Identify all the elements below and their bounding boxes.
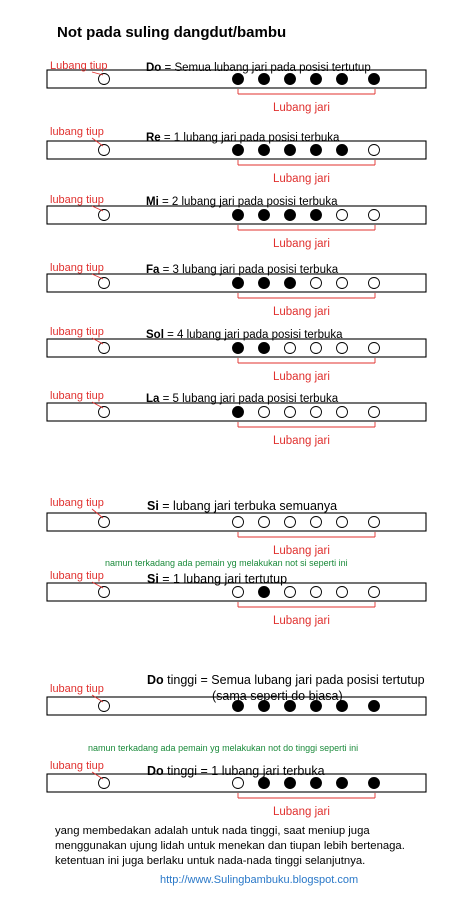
finger-hole-closed bbox=[337, 74, 348, 85]
finger-hole-closed bbox=[369, 74, 380, 85]
note-description: = 4 lubang jari pada posisi terbuka bbox=[163, 329, 343, 341]
finger-hole-closed bbox=[259, 587, 270, 598]
finger-hole-open bbox=[285, 517, 296, 528]
finger-hole-open bbox=[369, 278, 380, 289]
finger-hole-closed bbox=[311, 145, 322, 156]
finger-holes-label: Lubang jari bbox=[273, 615, 330, 627]
finger-hole-open bbox=[285, 407, 296, 418]
finger-hole-open bbox=[311, 517, 322, 528]
finger-hole-open bbox=[259, 517, 270, 528]
finger-hole-open bbox=[369, 145, 380, 156]
finger-hole-closed bbox=[285, 278, 296, 289]
finger-hole-open bbox=[285, 343, 296, 354]
finger-holes-label: Lubang jari bbox=[273, 238, 330, 250]
note-description: tinggi = 1 lubang jari terbuka bbox=[163, 764, 325, 778]
note-name: Do bbox=[147, 673, 164, 687]
finger-hole-open bbox=[369, 587, 380, 598]
finger-hole-closed bbox=[285, 778, 296, 789]
finger-hole-closed bbox=[233, 407, 244, 418]
finger-holes-label: Lubang jari bbox=[273, 102, 330, 114]
finger-hole-closed bbox=[233, 210, 244, 221]
finger-hole-open bbox=[337, 278, 348, 289]
blow-hole bbox=[99, 778, 110, 789]
finger-holes-label: Lubang jari bbox=[273, 173, 330, 185]
finger-hole-open bbox=[337, 587, 348, 598]
note-description: = 3 lubang jari pada posisi terbuka bbox=[159, 264, 339, 276]
finger-holes-label: Lubang jari bbox=[273, 371, 330, 383]
blow-hole-label: lubang tiup bbox=[50, 326, 104, 338]
finger-holes-label: Lubang jari bbox=[273, 306, 330, 318]
finger-hole-open bbox=[369, 210, 380, 221]
blow-hole bbox=[99, 407, 110, 418]
finger-hole-closed bbox=[259, 278, 270, 289]
finger-hole-open bbox=[369, 343, 380, 354]
finger-hole-closed bbox=[285, 74, 296, 85]
blow-hole bbox=[99, 587, 110, 598]
blow-hole bbox=[99, 74, 110, 85]
note-label bbox=[146, 196, 337, 208]
finger-hole-open bbox=[233, 517, 244, 528]
finger-hole-closed bbox=[369, 701, 380, 712]
blow-hole bbox=[99, 343, 110, 354]
note-label bbox=[146, 62, 371, 74]
finger-hole-closed bbox=[285, 210, 296, 221]
blow-hole-label: lubang tiup bbox=[50, 390, 104, 402]
note-label bbox=[147, 572, 287, 586]
finger-holes-label: Lubang jari bbox=[273, 435, 330, 447]
note-name: Do bbox=[147, 764, 164, 778]
finger-holes-label: Lubang jari bbox=[273, 806, 330, 818]
do-tinggi-subtitle: (sama seperti do biasa) bbox=[212, 689, 343, 703]
note-description: = Semua lubang jari pada posisi tertutup bbox=[161, 62, 371, 74]
note-name: Do bbox=[146, 62, 162, 74]
finger-hole-open bbox=[311, 278, 322, 289]
blow-hole bbox=[99, 210, 110, 221]
finger-hole-closed bbox=[233, 145, 244, 156]
finger-hole-closed bbox=[233, 74, 244, 85]
note-description: = lubang jari terbuka semuanya bbox=[158, 499, 338, 513]
note-name: Re bbox=[146, 132, 161, 144]
footer-line: ketentuan ini juga berlaku untuk nada-nada tinggi selanjutnya. bbox=[55, 855, 366, 867]
note-label bbox=[147, 764, 325, 778]
note-name: Fa bbox=[146, 264, 160, 276]
finger-hole-open bbox=[337, 343, 348, 354]
blow-hole bbox=[99, 278, 110, 289]
finger-hole-open bbox=[311, 587, 322, 598]
finger-hole-closed bbox=[259, 210, 270, 221]
blog-url[interactable]: http://www.Sulingbambuku.blogspot.com bbox=[160, 874, 359, 886]
note-label bbox=[147, 499, 337, 513]
finger-hole-closed bbox=[233, 278, 244, 289]
blow-hole bbox=[99, 145, 110, 156]
finger-hole-open bbox=[259, 407, 270, 418]
note-label bbox=[146, 132, 339, 144]
footer-line: yang membedakan adalah untuk nada tinggi, saat meniup juga bbox=[55, 825, 370, 837]
finger-hole-closed bbox=[259, 778, 270, 789]
note-name: La bbox=[146, 393, 160, 405]
note-name: Si bbox=[147, 572, 159, 586]
blow-hole bbox=[99, 517, 110, 528]
footer-text bbox=[55, 824, 405, 869]
do-variation-note: namun terkadang ada pemain yg melakukan not do tinggi seperti ini bbox=[88, 743, 359, 753]
finger-hole-closed bbox=[337, 145, 348, 156]
note-name: Si bbox=[147, 499, 159, 513]
finger-hole-closed bbox=[311, 74, 322, 85]
note-description: tinggi = Semua lubang jari pada posisi tertutup bbox=[163, 673, 425, 687]
finger-hole-closed bbox=[369, 778, 380, 789]
finger-hole-closed bbox=[285, 145, 296, 156]
finger-hole-closed bbox=[233, 343, 244, 354]
note-description: = 1 lubang jari tertutup bbox=[158, 572, 288, 586]
footer-line: menggunakan ujung lidah untuk menekan dan tiupan lebih bertenaga. bbox=[55, 840, 405, 852]
note-name: Mi bbox=[146, 196, 159, 208]
note-description: = 1 lubang jari pada posisi terbuka bbox=[160, 132, 340, 144]
finger-hole-open bbox=[233, 587, 244, 598]
finger-hole-closed bbox=[311, 778, 322, 789]
finger-hole-closed bbox=[259, 343, 270, 354]
finger-hole-open bbox=[311, 407, 322, 418]
blow-hole-label: lubang tiup bbox=[50, 194, 104, 206]
finger-hole-open bbox=[233, 778, 244, 789]
finger-hole-open bbox=[369, 407, 380, 418]
note-label bbox=[146, 264, 338, 276]
si-variation-note: namun terkadang ada pemain yg melakukan not si seperti ini bbox=[105, 558, 348, 568]
finger-holes-label: Lubang jari bbox=[273, 545, 330, 557]
note-label bbox=[146, 329, 343, 341]
note-description: = 2 lubang jari pada posisi terbuka bbox=[158, 196, 338, 208]
finger-hole-open bbox=[337, 210, 348, 221]
note-name: Sol bbox=[146, 329, 164, 341]
blow-hole-label: lubang tiup bbox=[50, 262, 104, 274]
finger-hole-open bbox=[285, 587, 296, 598]
note-label bbox=[147, 673, 425, 687]
note-label bbox=[146, 393, 338, 405]
blow-hole-label: lubang tiup bbox=[50, 570, 104, 582]
finger-hole-closed bbox=[311, 210, 322, 221]
finger-hole-open bbox=[369, 517, 380, 528]
blow-hole-label: lubang tiup bbox=[50, 126, 104, 138]
blow-hole-label: lubang tiup bbox=[50, 683, 104, 695]
finger-hole-closed bbox=[259, 74, 270, 85]
finger-hole-closed bbox=[259, 145, 270, 156]
note-description: = 5 lubang jari pada posisi terbuka bbox=[159, 393, 339, 405]
page-title: Not pada suling dangdut/bambu bbox=[57, 24, 287, 41]
finger-hole-open bbox=[311, 343, 322, 354]
blow-hole-label: lubang tiup bbox=[50, 760, 104, 772]
finger-hole-open bbox=[337, 517, 348, 528]
finger-hole-closed bbox=[337, 778, 348, 789]
finger-hole-open bbox=[337, 407, 348, 418]
blow-hole-label: Lubang tiup bbox=[50, 60, 108, 72]
blow-hole-label: lubang tiup bbox=[50, 497, 104, 509]
blow-hole bbox=[99, 701, 110, 712]
